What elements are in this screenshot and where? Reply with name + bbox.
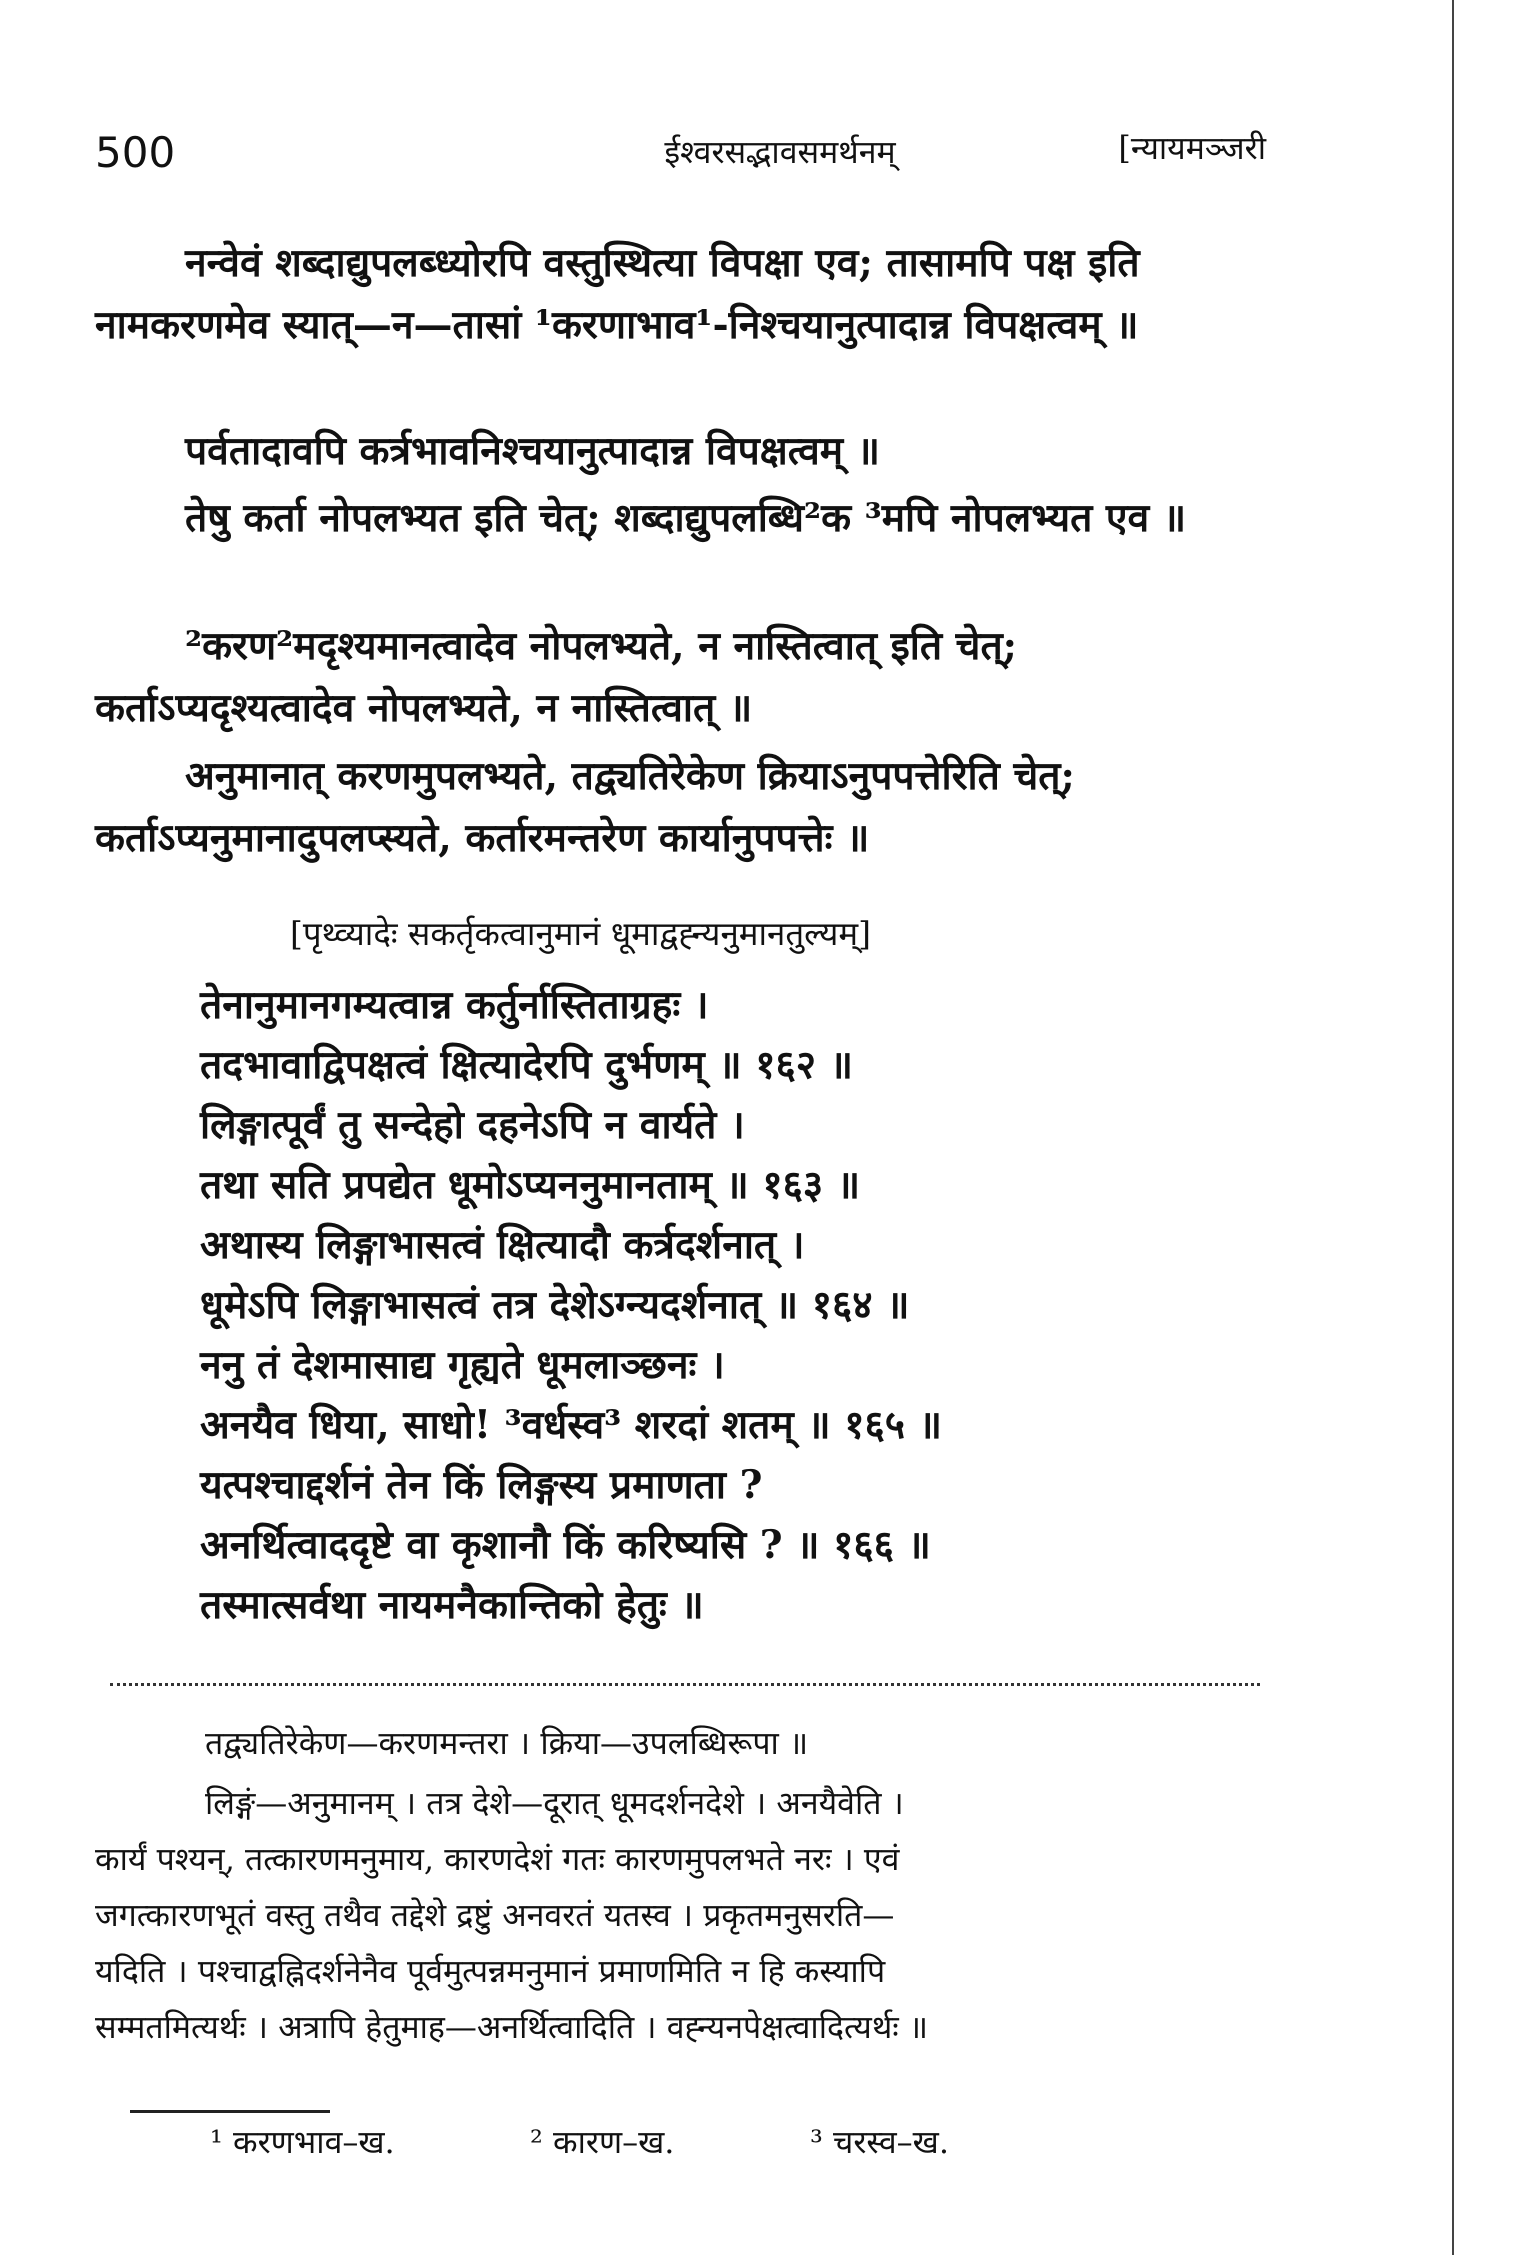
footnote: ¹ करणभाव–ख. bbox=[210, 2123, 395, 2161]
footnote: ³ चरस्व–ख. bbox=[810, 2123, 949, 2161]
verse-line: धूमेऽपि लिङ्गाभासत्वं तत्र देशेऽग्न्यदर्शनात् ॥ १६४ ॥ bbox=[200, 1282, 910, 1328]
commentary-line: यदिति । पश्चाद्वह्निदर्शनेनैव पूर्वमुत्पन्नमनुमानं प्रमाणमिति न हि कस्यापि bbox=[95, 1952, 886, 1990]
commentary-line: जगत्कारणभूतं वस्तु तथैव तद्देशे द्रष्टुं अनवरतं यतस्व । प्रकृतमनुसरति— bbox=[95, 1896, 895, 1934]
verse-line: अथास्य लिङ्गाभासत्वं क्षित्यादौ कर्त्रदर्शनात् । bbox=[200, 1222, 805, 1268]
verse-line: तेनानुमानगम्यत्वान्न कर्तुर्नास्तिताग्रहः । bbox=[200, 982, 709, 1028]
verse-line: तदभावाद्विपक्षत्वं क्षित्यादेरपि दुर्भणम् ॥ १६२ ॥ bbox=[200, 1042, 854, 1088]
commentary-line: तद्व्यतिरेकेण—करणमन्तरा । क्रिया—उपलब्धिरूपा ॥ bbox=[205, 1724, 809, 1762]
paragraph: तेषु कर्ता नोपलभ्यत इति चेत्; शब्दाद्युपलब्धि²क ³मपि नोपलभ्यत एव ॥ bbox=[185, 495, 1187, 541]
section-title: [पृथ्व्यादेः सकर्तृकत्वानुमानं धूमाद्वह्न्यनुमानतुल्यम्] bbox=[290, 914, 871, 953]
verse-line: यत्पश्चाद्दर्शनं तेन किं लिङ्गस्य प्रमाणता ? bbox=[200, 1462, 763, 1508]
paragraph: नन्वेवं शब्दाद्युपलब्ध्योरपि वस्तुस्थित्या विपक्षा एव; तासामपि पक्ष इति नामकरणमेव स्यात्—न—तासां ¹करणाभाव¹-निश्चयानुत्पादान्न विपक्षत्वम् ॥ bbox=[95, 240, 1140, 348]
footnote: ² कारण–ख. bbox=[530, 2123, 675, 2161]
commentary-divider bbox=[110, 1683, 1260, 1686]
verse-line: ननु तं देशमासाद्य गृह्यते धूमलाञ्छनः । bbox=[200, 1342, 725, 1388]
commentary-line: सम्मतमित्यर्थः । अत्रापि हेतुमाह—अनर्थित्वादिति । वह्न्यनपेक्षत्वादित्यर्थः ॥ bbox=[95, 2008, 929, 2046]
verse-line: लिङ्गात्पूर्वं तु सन्देहो दहनेऽपि न वार्यते । bbox=[200, 1102, 745, 1148]
verse-line: अनर्थित्वाददृष्टे वा कृशानौ किं करिष्यसि ? ॥ १६६ ॥ bbox=[200, 1522, 931, 1568]
paragraph: पर्वतादावपि कर्त्रभावनिश्चयानुत्पादान्न विपक्षत्वम् ॥ bbox=[185, 428, 881, 474]
commentary-line: लिङ्गं—अनुमानम् । तत्र देशे—दूरात् धूमदर्शनदेशे । अनयैवेति । bbox=[205, 1784, 904, 1822]
page-number: 500 bbox=[95, 128, 176, 177]
paragraph: ²करण²मदृश्यमानत्वादेव नोपलभ्यते, न नास्तित्वात् इति चेत्; कर्ताऽप्यदृश्यत्वादेव नोपलभ्यते, न नास्तित्वात् ॥ bbox=[95, 623, 1018, 731]
verse-line: अनयैव धिया, साधो! ³वर्धस्व³ शरदां शतम् ॥ १६५ ॥ bbox=[200, 1402, 943, 1448]
commentary-line: कार्यं पश्यन्, तत्कारणमनुमाय, कारणदेशं गतः कारणमुपलभते नरः । एवं bbox=[95, 1840, 900, 1878]
book-title: [न्यायमञ्जरी bbox=[1118, 129, 1266, 167]
paragraph: अनुमानात् करणमुपलभ्यते, तद्व्यतिरेकेण क्रियाऽनुपपत्तेरिति चेत्; कर्ताऽप्यनुमानादुपलप्स्यते, कर्तारमन्तरेण कार्यानुपपत्तेः ॥ bbox=[95, 753, 1075, 861]
footnote-rule bbox=[130, 2110, 330, 2113]
page-edge-rule bbox=[1452, 0, 1454, 2255]
running-title: ईश्वरसद्भावसमर्थनम् bbox=[664, 133, 896, 171]
verse-line: तस्मात्सर्वथा नायमनैकान्तिको हेतुः ॥ bbox=[200, 1582, 704, 1628]
verse-line: तथा सति प्रपद्येत धूमोऽप्यननुमानताम् ॥ १६३ ॥ bbox=[200, 1162, 861, 1208]
